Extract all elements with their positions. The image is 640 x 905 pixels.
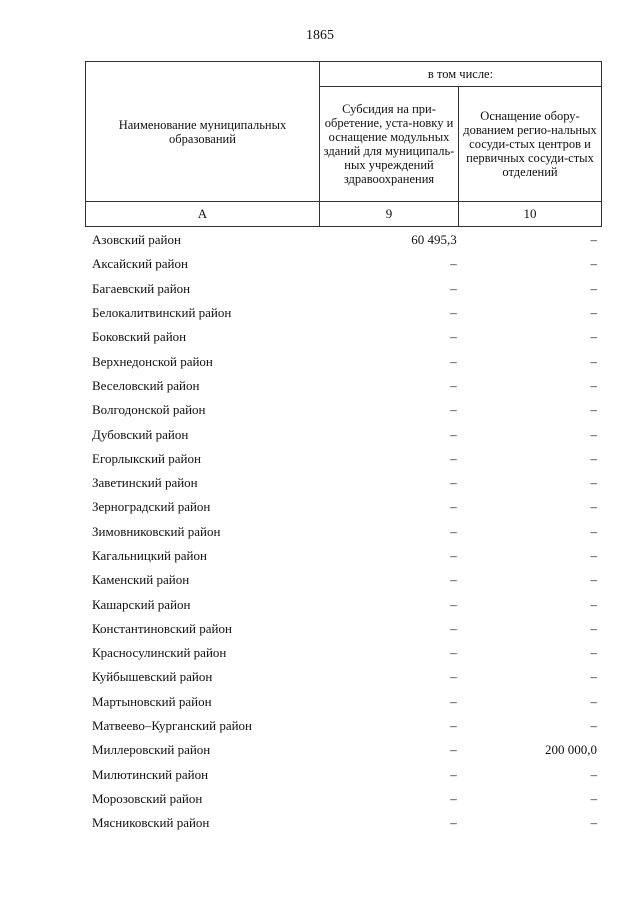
col9-value: – — [450, 693, 457, 709]
district-name: Дубовский район — [92, 426, 189, 442]
district-name: Кагальницкий район — [92, 548, 207, 563]
district-name: Миллеровский район — [92, 742, 211, 758]
col10-value: – — [590, 620, 597, 636]
district-name: Багаевский район — [92, 280, 191, 296]
district-name: Милютинский район — [92, 766, 209, 782]
district-name: Кашарский район — [92, 596, 191, 612]
table-row — [85, 592, 601, 616]
table-row — [85, 301, 601, 325]
col10-value: – — [590, 645, 597, 661]
col10-value: – — [590, 548, 597, 563]
col9-value: – — [450, 548, 457, 563]
col9-value: – — [450, 402, 457, 418]
table-body — [85, 228, 601, 835]
col10-value: – — [590, 377, 597, 393]
col9-value: 60 495,3 — [411, 232, 457, 248]
col10-value: – — [590, 596, 597, 612]
table-row — [85, 520, 601, 544]
col9-value: – — [450, 256, 457, 272]
table-row — [85, 714, 601, 738]
table-row — [85, 544, 601, 568]
col9-value: – — [450, 450, 457, 466]
district-name: Аксайский район — [92, 256, 188, 272]
col9-value: – — [450, 766, 457, 782]
district-name: Мартыновский район — [92, 693, 212, 709]
table-row — [85, 471, 601, 495]
district-name: Каменский район — [92, 572, 190, 588]
col9-value: – — [450, 499, 457, 515]
table-row — [85, 568, 601, 592]
table-row — [85, 690, 601, 714]
col9-value: – — [450, 329, 457, 345]
table-row — [85, 422, 601, 446]
table-row — [85, 811, 601, 835]
col9-value: – — [450, 596, 457, 612]
col9-value: – — [450, 645, 457, 661]
col10-value: – — [590, 523, 597, 539]
col10-value: 200 000,0 — [545, 742, 597, 758]
col9-value: – — [450, 377, 457, 393]
col10-header: Оснащение обору-дованием регио-нальных сосуди-стых центров и первичных сосуди-стых отделений — [459, 87, 602, 202]
col10-value: – — [590, 450, 597, 466]
table-row — [85, 447, 601, 471]
col10-value: – — [590, 475, 597, 491]
table-row — [85, 277, 601, 301]
table-row — [85, 325, 601, 349]
col10-value: – — [590, 499, 597, 515]
table-row — [85, 665, 601, 689]
col9-value: – — [450, 815, 457, 831]
table-row — [85, 738, 601, 762]
col10-value: – — [590, 329, 597, 345]
table-row — [85, 495, 601, 519]
col9-value: – — [450, 669, 457, 685]
col10-value: – — [590, 280, 597, 296]
col9-value: – — [450, 790, 457, 806]
col10-value: – — [590, 402, 597, 418]
district-name: Белокалитвинский район — [92, 305, 232, 321]
col10-value: – — [590, 426, 597, 442]
col9-value: – — [450, 742, 457, 758]
district-name: Верхнедонской район — [92, 353, 213, 369]
col10-value: – — [590, 790, 597, 806]
col10-value: – — [590, 669, 597, 685]
col10-number: 10 — [459, 202, 602, 227]
district-name: Зимовниковский район — [92, 523, 221, 539]
col10-value: – — [590, 693, 597, 709]
table-row — [85, 641, 601, 665]
col9-header: Субсидия на при-обретение, уста-новку и оснащение модульных зданий для муниципаль-ных учреждений здравоохранения — [320, 87, 459, 202]
table-row — [85, 374, 601, 398]
col9-value: – — [450, 572, 457, 588]
name-column-header: Наименование муниципальных образований — [86, 62, 320, 202]
page-number: 1865 — [306, 28, 334, 43]
col10-value: – — [590, 766, 597, 782]
col10-value: – — [590, 353, 597, 369]
col9-value: – — [450, 426, 457, 442]
col10-value: – — [590, 572, 597, 588]
district-name: Боковский район — [92, 329, 187, 345]
table-row — [85, 617, 601, 641]
district-name: Азовский район — [92, 232, 181, 248]
district-name: Волгодонской район — [92, 402, 206, 418]
col10-value: – — [590, 718, 597, 734]
district-name: Заветинский район — [92, 475, 198, 491]
col10-value: – — [590, 305, 597, 321]
district-name: Зерноградский район — [92, 499, 211, 515]
col10-value: – — [590, 232, 597, 248]
col9-value: – — [450, 620, 457, 636]
col9-number: 9 — [320, 202, 459, 227]
district-name: Матвеево–Курганский район — [92, 718, 253, 734]
col9-value: – — [450, 475, 457, 491]
col10-value: – — [590, 256, 597, 272]
table-row — [85, 228, 601, 252]
district-name: Куйбышевский район — [92, 669, 213, 685]
table-row — [85, 398, 601, 422]
district-name: Константиновский район — [92, 620, 232, 636]
table-row — [85, 252, 601, 276]
col-a-number: А — [86, 202, 320, 227]
table-header — [85, 61, 602, 227]
col9-value: – — [450, 718, 457, 734]
table-row — [85, 763, 601, 787]
district-name: Морозовский район — [92, 790, 203, 806]
district-name: Мясниковский район — [92, 815, 210, 831]
col9-value: – — [450, 280, 457, 296]
table-row — [85, 787, 601, 811]
district-name: Егорлыкский район — [92, 450, 201, 466]
district-name: Веселовский район — [92, 377, 200, 393]
col9-value: – — [450, 305, 457, 321]
col9-value: – — [450, 523, 457, 539]
district-name: Красносулинский район — [92, 645, 227, 661]
col10-value: – — [590, 815, 597, 831]
col9-value: – — [450, 353, 457, 369]
table-row — [85, 349, 601, 373]
group-header: в том числе: — [320, 62, 602, 87]
